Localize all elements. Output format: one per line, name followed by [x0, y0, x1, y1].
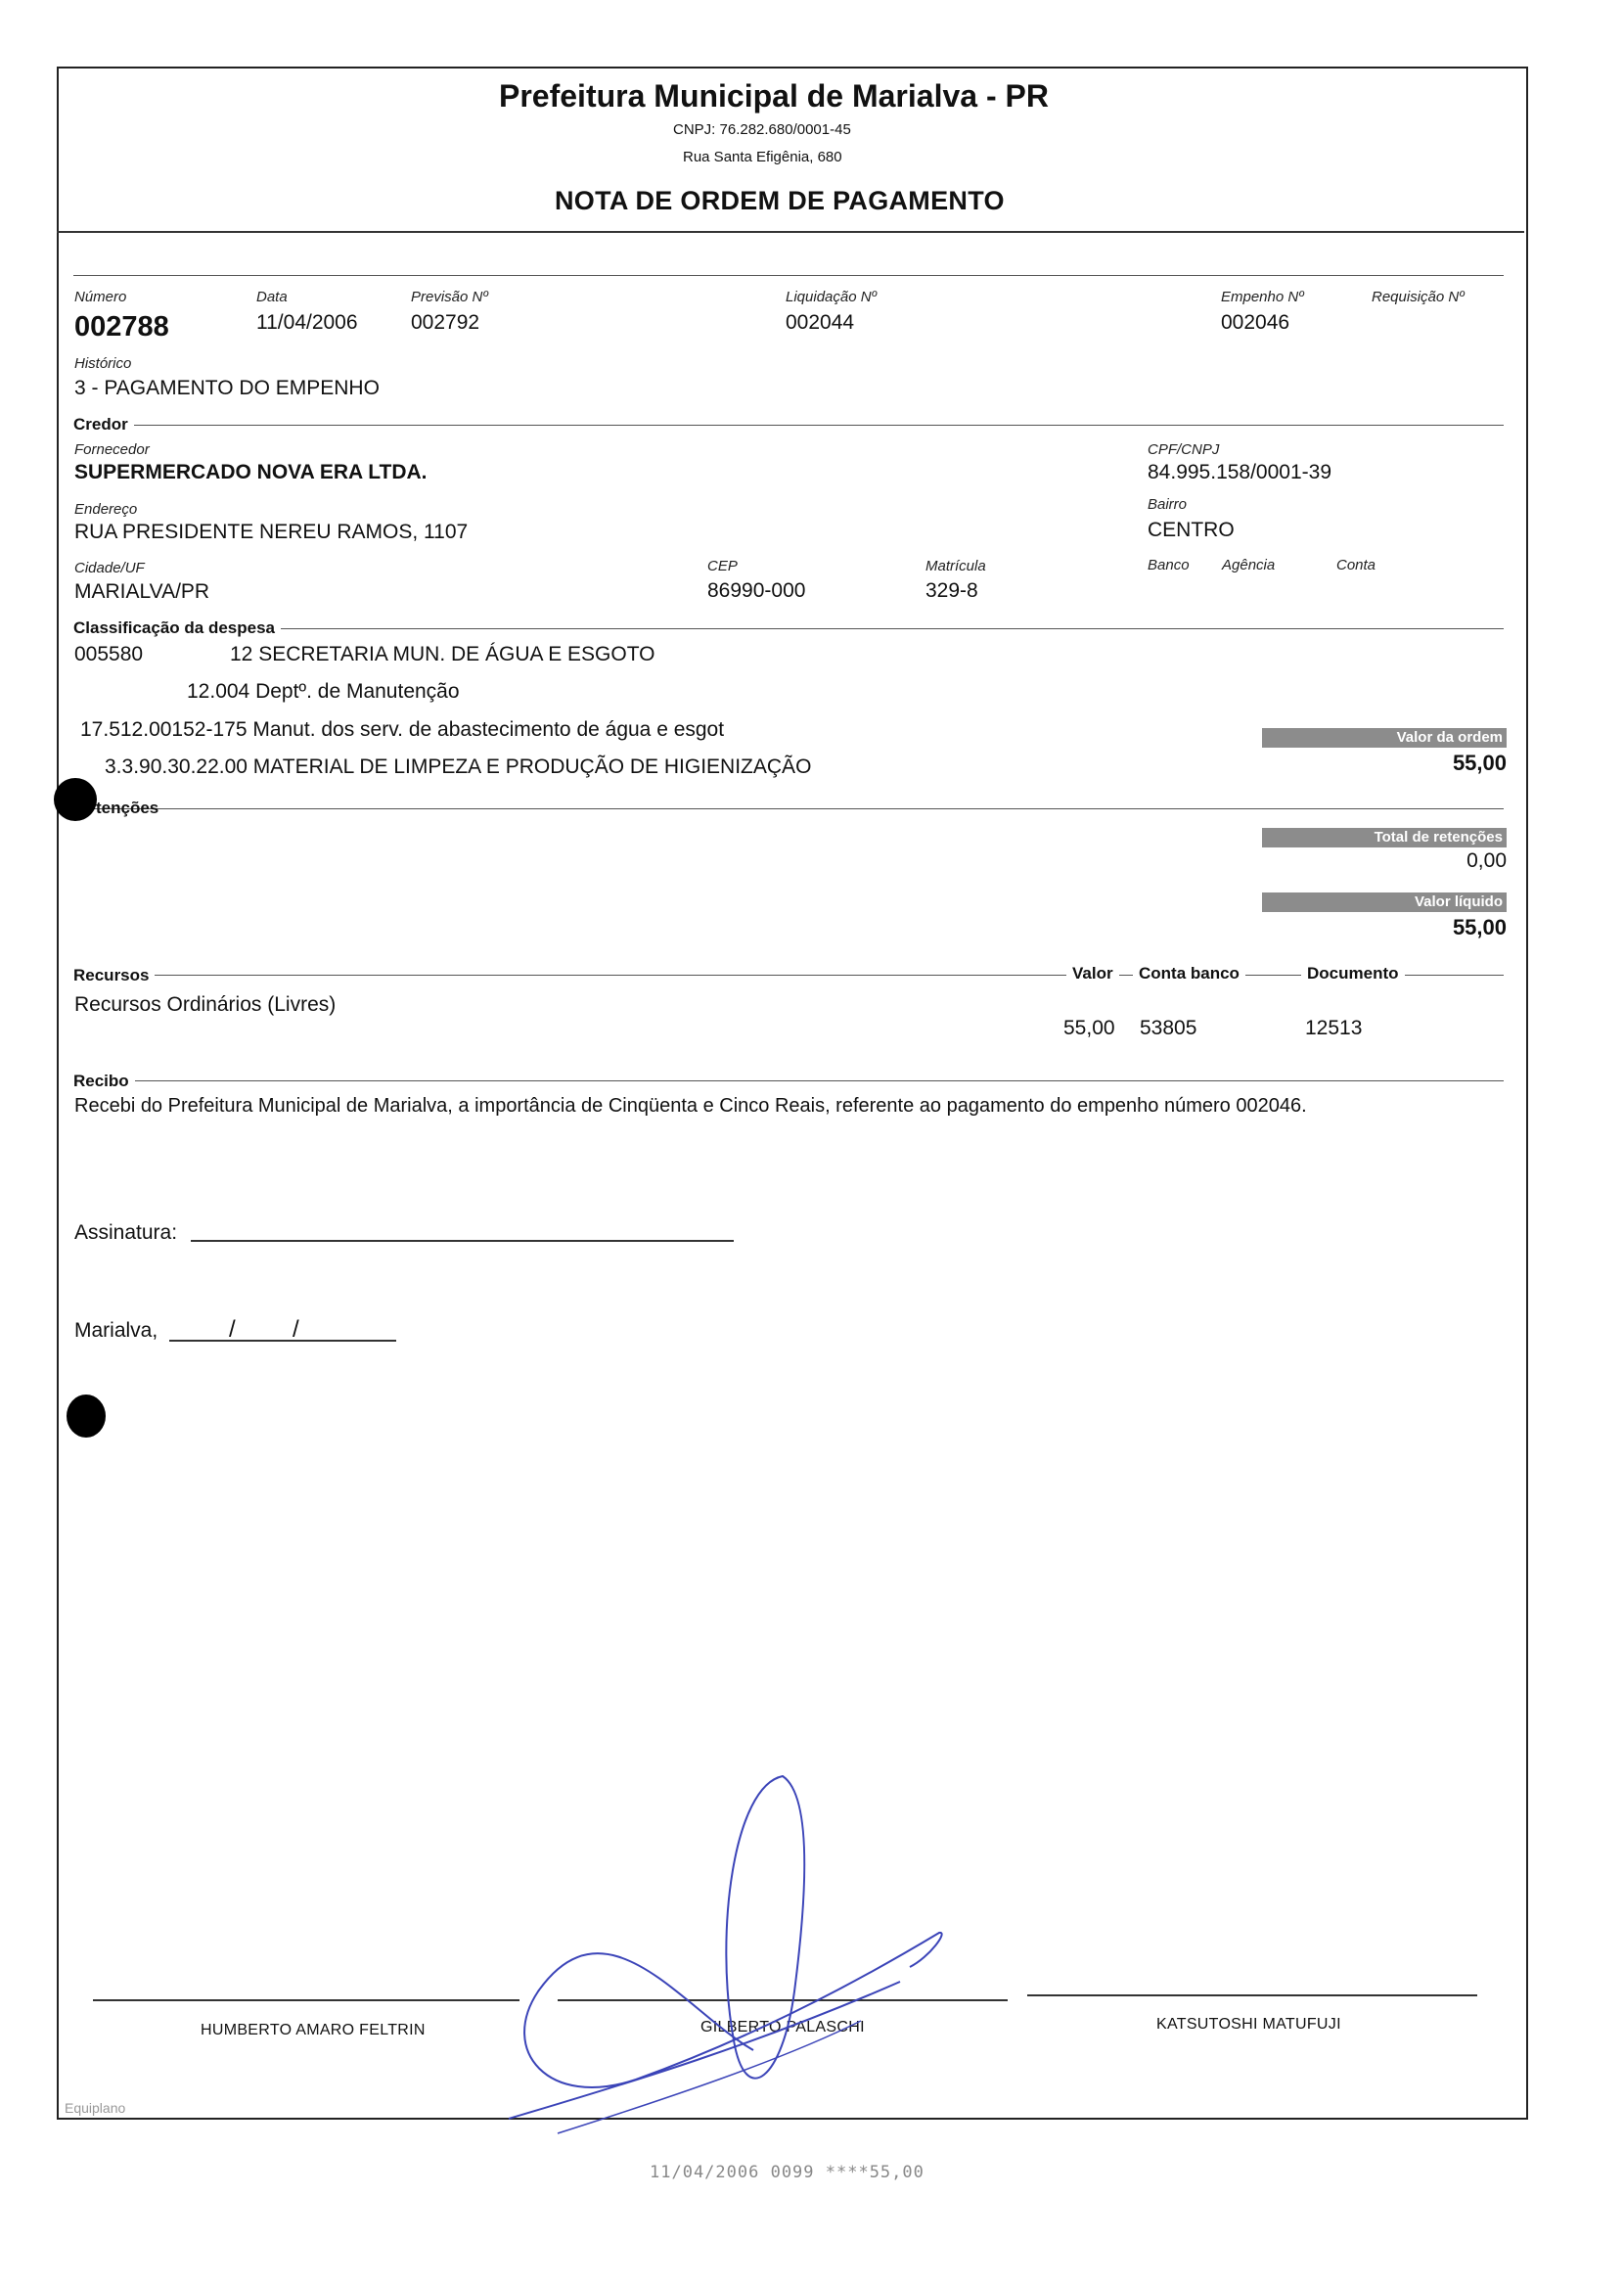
- programa-value: 17.512.00152-175 Manut. dos serv. de abastecimento de água e esgot: [80, 718, 725, 741]
- numero-label: Número: [74, 289, 127, 305]
- valor-ordem-label: Valor da ordem: [1262, 728, 1507, 748]
- valor-liquido-value: 55,00: [1452, 915, 1507, 939]
- banco-label: Banco: [1148, 557, 1190, 573]
- sig3-name: KATSUTOSHI MATUFUJI: [1156, 2016, 1341, 2033]
- cpf-value: 84.995.158/0001-39: [1148, 461, 1332, 483]
- order-top-rule: [73, 275, 1504, 276]
- secretaria-value: 12 SECRETARIA MUN. DE ÁGUA E ESGOTO: [230, 643, 655, 665]
- punch-hole-mark-2: [67, 1395, 106, 1438]
- numero-value: 002788: [74, 311, 169, 343]
- retencoes-rule: [73, 808, 1504, 809]
- recursos-documento-label: Documento: [1301, 964, 1405, 983]
- fornecedor-label: Fornecedor: [74, 441, 150, 458]
- cidade-label: Cidade/UF: [74, 560, 145, 576]
- punch-hole-mark: [54, 778, 97, 821]
- matricula-value: 329-8: [925, 579, 978, 602]
- data-value: 11/04/2006: [256, 311, 358, 334]
- sig3-line: [1027, 1994, 1477, 1996]
- liquidacao-label: Liquidação Nº: [786, 289, 878, 305]
- recursos-rule: [73, 975, 1504, 976]
- matricula-label: Matrícula: [925, 558, 986, 574]
- valor-ordem-value: 55,00: [1452, 751, 1507, 775]
- retencoes-section: tenções: [96, 799, 159, 817]
- credor-section: Credor: [73, 415, 134, 435]
- recursos-conta-label: Conta banco: [1133, 964, 1245, 983]
- local-label: Marialva,: [74, 1319, 158, 1342]
- recursos-valor-label: Valor: [1066, 964, 1119, 983]
- recibo-rule: [73, 1080, 1504, 1081]
- valor-liquido-label: Valor líquido: [1262, 892, 1507, 912]
- empenho-value: 002046: [1221, 311, 1290, 334]
- fornecedor-value: SUPERMERCADO NOVA ERA LTDA.: [74, 461, 428, 483]
- recursos-conta: 53805: [1140, 1017, 1197, 1039]
- empenho-label: Empenho Nº: [1221, 289, 1304, 305]
- cnpj-line: CNPJ: 76.282.680/0001-45: [673, 121, 851, 138]
- data-label: Data: [256, 289, 288, 305]
- requisicao-label: Requisição Nº: [1372, 289, 1465, 305]
- date-slash-1: /: [229, 1316, 236, 1343]
- liquidacao-value: 002044: [786, 311, 855, 334]
- header-divider: [57, 231, 1524, 233]
- municipality-title: Prefeitura Municipal de Marialva - PR: [499, 78, 1049, 114]
- conta-label: Conta: [1336, 557, 1376, 573]
- total-retencoes-value: 0,00: [1466, 849, 1507, 872]
- cpf-label: CPF/CNPJ: [1148, 441, 1220, 458]
- cep-label: CEP: [707, 558, 738, 574]
- classificacao-rule: [73, 628, 1504, 629]
- classificacao-codigo: 005580: [74, 643, 144, 665]
- cidade-value: MARIALVA/PR: [74, 580, 210, 603]
- sig2-name: GILBERTO PALASCHI: [700, 2019, 865, 2035]
- recursos-descricao: Recursos Ordinários (Livres): [74, 993, 337, 1016]
- recursos-documento: 12513: [1305, 1017, 1363, 1039]
- previsao-value: 002792: [411, 311, 480, 334]
- previsao-label: Previsão Nº: [411, 289, 488, 305]
- mechanical-stamp: 11/04/2006 0099 ****55,00: [650, 2163, 925, 2182]
- agencia-label: Agência: [1222, 557, 1276, 573]
- bairro-label: Bairro: [1148, 496, 1188, 513]
- assinatura-line: [191, 1240, 734, 1242]
- assinatura-label: Assinatura:: [74, 1221, 178, 1244]
- elemento-value: 3.3.90.30.22.00 MATERIAL DE LIMPEZA E PRODUÇÃO DE HIGIENIZAÇÃO: [105, 755, 812, 778]
- cep-value: 86990-000: [707, 579, 806, 602]
- total-retencoes-label: Total de retenções: [1262, 828, 1507, 847]
- handwritten-signature: [489, 1757, 959, 2148]
- endereco-value: RUA PRESIDENTE NEREU RAMOS, 1107: [74, 521, 469, 543]
- historico-label: Histórico: [74, 355, 132, 372]
- sig1-name: HUMBERTO AMARO FELTRIN: [201, 2022, 426, 2038]
- bairro-value: CENTRO: [1148, 519, 1235, 541]
- historico-value: 3 - PAGAMENTO DO EMPENHO: [74, 377, 380, 399]
- recibo-text: Recebi do Prefeitura Municipal de Marialva, a importância de Cinqüenta e Cinco Reais, referente ao pagamento do empenho número 002046.: [74, 1095, 1307, 1117]
- date-blank-line: [169, 1340, 396, 1342]
- document-title: NOTA DE ORDEM DE PAGAMENTO: [555, 186, 1005, 215]
- sig1-line: [93, 1999, 519, 2001]
- endereco-label: Endereço: [74, 501, 138, 518]
- classificacao-section: Classificação da despesa: [73, 618, 281, 638]
- date-slash-2: /: [293, 1316, 299, 1343]
- recibo-section: Recibo: [73, 1072, 135, 1091]
- software-label: Equiplano: [65, 2100, 126, 2116]
- recursos-valor: 55,00: [1063, 1017, 1115, 1039]
- recursos-section: Recursos: [73, 966, 155, 985]
- departamento-value: 12.004 Deptº. de Manutenção: [187, 680, 460, 703]
- address-line: Rua Santa Efigênia, 680: [683, 149, 842, 165]
- credor-rule: [73, 425, 1504, 426]
